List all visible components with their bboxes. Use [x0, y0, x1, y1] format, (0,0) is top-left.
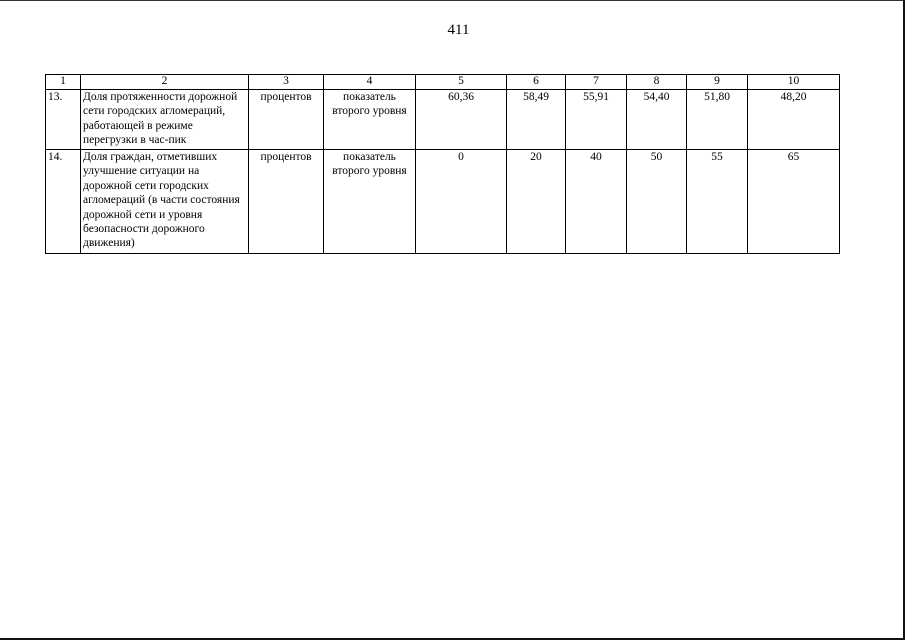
- value-cell: 60,36: [416, 90, 507, 150]
- value-cell: 0: [416, 150, 507, 254]
- value-cell: 55,91: [566, 90, 627, 150]
- value-cell: 40: [566, 150, 627, 254]
- value-cell: 50: [627, 150, 687, 254]
- value-cell: 58,49: [507, 90, 566, 150]
- table-row: [46, 150, 840, 254]
- table-row: [46, 90, 840, 150]
- column-header: 8: [627, 75, 687, 90]
- column-header: 9: [687, 75, 748, 90]
- column-header: 1: [46, 75, 81, 90]
- indicator-name: Доля граждан, отметивших улучшение ситуации на дорожной сети городских агломераций (в части состояния дорожной сети и уровня безопасности дорожного движения): [81, 150, 249, 254]
- value-cell: 51,80: [687, 90, 748, 150]
- column-header: 10: [748, 75, 840, 90]
- value-cell: 48,20: [748, 90, 840, 150]
- column-header: 5: [416, 75, 507, 90]
- column-header: 6: [507, 75, 566, 90]
- value-cell: 65: [748, 150, 840, 254]
- page-number: 411: [447, 22, 470, 38]
- value-cell: 20: [507, 150, 566, 254]
- unit-of-measure: процентов: [249, 150, 324, 254]
- value-cell: 55: [687, 150, 748, 254]
- row-number: 14.: [46, 150, 81, 254]
- row-number: 13.: [46, 90, 81, 150]
- column-header: 7: [566, 75, 627, 90]
- column-header: 3: [249, 75, 324, 90]
- indicator-type: показатель второго уровня: [324, 150, 416, 254]
- indicator-type: показатель второго уровня: [324, 90, 416, 150]
- indicator-name: Доля протяженности дорожной сети городских агломераций, работающей в режиме перегрузки в час-пик: [81, 90, 249, 150]
- indicators-table: [45, 74, 840, 254]
- column-number-row: [46, 75, 840, 90]
- unit-of-measure: процентов: [249, 90, 324, 150]
- column-header: 4: [324, 75, 416, 90]
- value-cell: 54,40: [627, 90, 687, 150]
- column-header: 2: [81, 75, 249, 90]
- page-frame-top: [0, 0, 905, 1]
